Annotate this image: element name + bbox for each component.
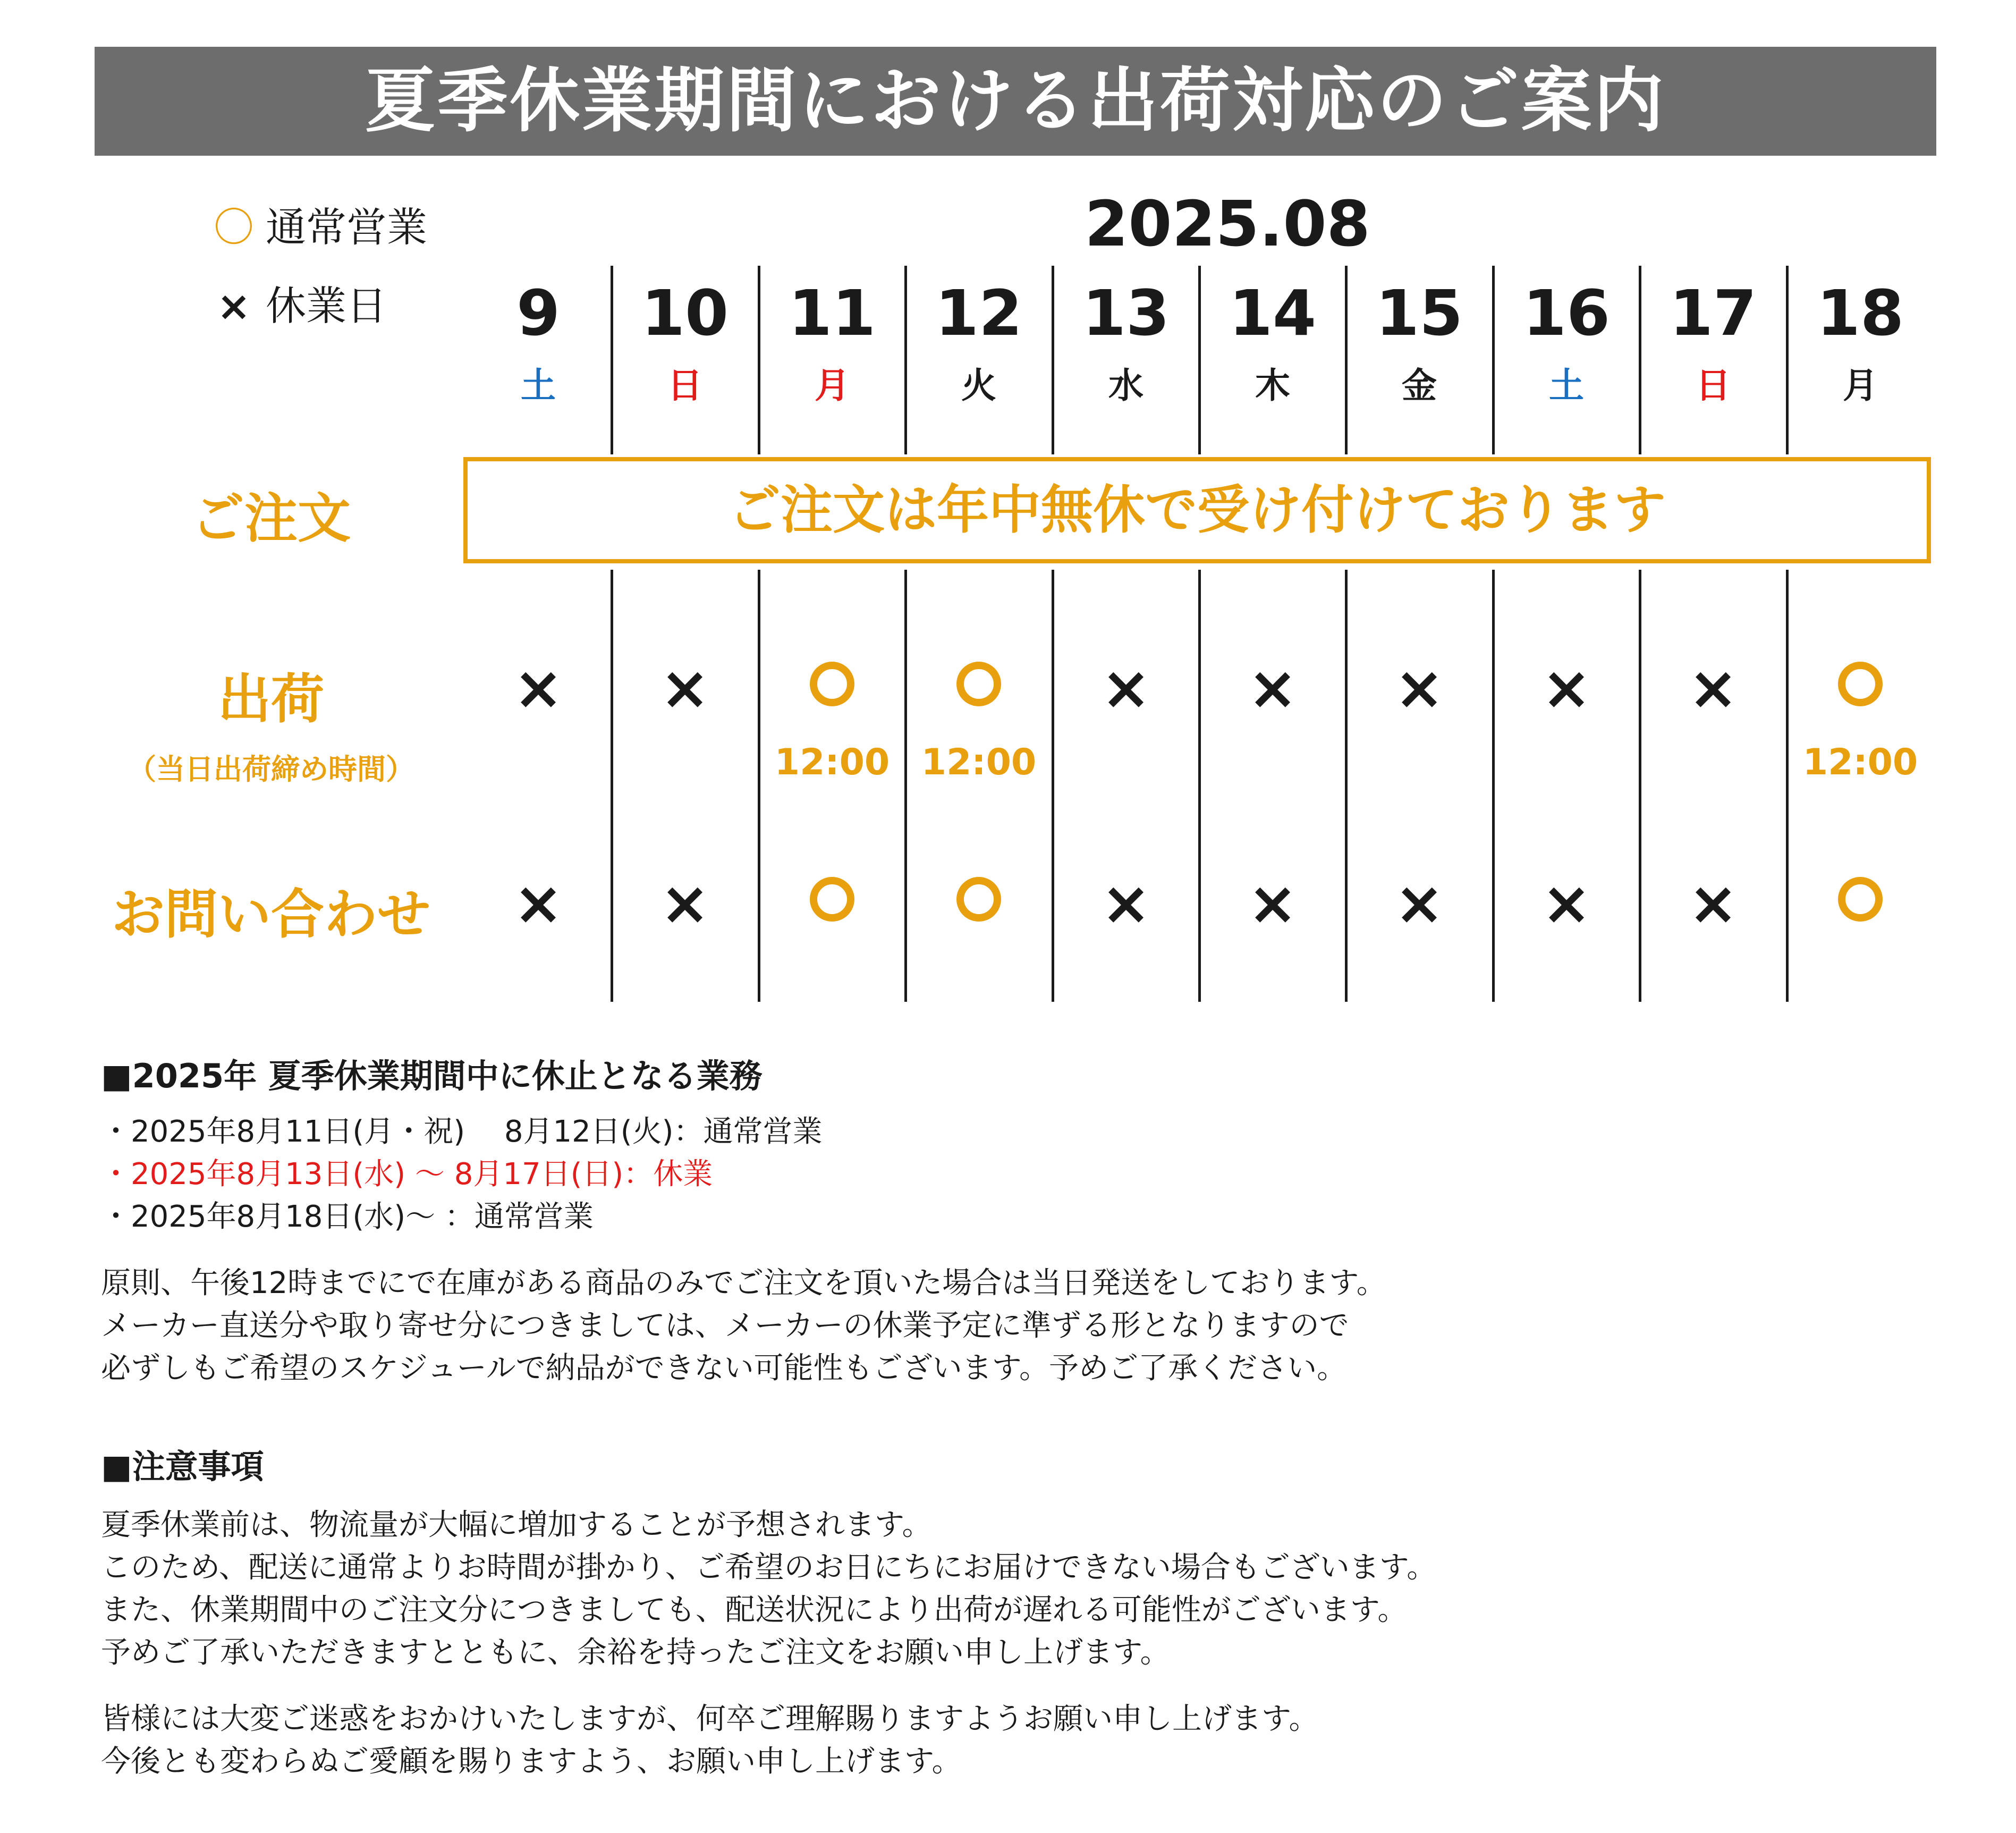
column-divider (1345, 570, 1348, 1002)
page-title: 夏季休業期間における出荷対応のご案内 (365, 60, 1666, 142)
ship-cutoff-time: 12:00 (921, 741, 1037, 783)
section2-para1: 夏季休業前は、物流量が大幅に増加することが予想されます。 (101, 1508, 932, 1542)
column-divider (611, 570, 613, 1002)
section2-heading: ■注意事項 (101, 1447, 264, 1486)
inquiry-closed-cross-icon: × (1101, 869, 1151, 938)
day-of-week: 火 (961, 365, 996, 406)
section1-line3: ・2025年8月18日(水)〜 ：通常営業 (101, 1200, 594, 1234)
day-number: 15 (1375, 276, 1463, 350)
day-of-week: 月 (1843, 365, 1878, 406)
month-label: 2025.08 (1085, 187, 1370, 260)
ship-closed-cross-icon: × (1394, 654, 1444, 723)
inquiry-row-label: お問い合わせ (112, 883, 430, 945)
legend-open (202, 201, 427, 254)
section2-para4: 予めご了承いただきますとともに、余裕を持ったご注文をお願い申し上げます。 (101, 1635, 1170, 1670)
column-divider (1639, 570, 1641, 1002)
legend-closed (202, 280, 387, 333)
day-number: 13 (1082, 276, 1170, 350)
day-number: 17 (1669, 276, 1757, 350)
ship-cutoff-time: 12:00 (774, 741, 890, 783)
day-of-week: 土 (521, 365, 556, 406)
day-of-week: 水 (1108, 365, 1143, 406)
ship-row-label: 出荷 (218, 668, 324, 730)
column-divider (1492, 570, 1495, 1002)
legend-closed-label: 休業日 (266, 282, 387, 330)
section2-para3: また、休業期間中のご注文分につきましても、配送状況により出荷が遅れる可能性がございます。 (101, 1593, 1408, 1627)
column-divider (758, 570, 760, 1002)
day-of-week: 木 (1255, 365, 1290, 406)
order-text: ご注文は年中無休で受け付けております (728, 480, 1666, 540)
day-number: 10 (641, 276, 729, 350)
ship-closed-cross-icon: × (1101, 654, 1151, 723)
ship-open-circle-icon (1838, 662, 1883, 706)
ship-closed-cross-icon: × (660, 654, 710, 723)
ship-cutoff-time: 12:00 (1802, 741, 1918, 783)
day-number: 11 (788, 276, 876, 350)
section1-para3: 必ずしもご希望のスケジュールで納品ができない可能性もございます。予めご了承ください。 (101, 1351, 1347, 1386)
ship-closed-cross-icon: × (1688, 654, 1738, 723)
inquiry-open-circle-icon (956, 877, 1001, 922)
inquiry-closed-cross-icon: × (1248, 869, 1298, 938)
day-of-week: 月 (815, 365, 850, 406)
inquiry-closed-cross-icon: × (1394, 869, 1444, 938)
ship-open-circle-icon (810, 662, 854, 706)
section1-para2: メーカー直送分や取り寄せ分につきましては、メーカーの休業予定に準ずる形となりますので (101, 1308, 1349, 1343)
day-of-week: 土 (1549, 365, 1584, 406)
ship-closed-cross-icon: × (1248, 654, 1298, 723)
section1-line2: ・2025年8月13日(水) 〜 8月17日(日)：休業 (101, 1157, 713, 1192)
ship-closed-cross-icon: × (513, 654, 563, 723)
ship-open-circle-icon (956, 662, 1001, 706)
column-divider (1052, 570, 1054, 1002)
section1-para1: 原則、午後12時までにで在庫がある商品のみでご注文を頂いた場合は当日発送をしております。 (101, 1266, 1386, 1300)
day-number: 14 (1229, 276, 1317, 350)
column-divider (1198, 570, 1201, 1002)
ship-row-sublabel: （当日出荷締め時間） (128, 753, 414, 786)
inquiry-open-circle-icon (810, 877, 854, 922)
section1-line1: ・2025年8月11日(月・祝) 8月12日(火)：通常営業 (101, 1114, 823, 1149)
inquiry-closed-cross-icon: × (1688, 869, 1738, 938)
section2-para6: 今後とも変わらぬご愛顧を賜りますよう、お願い申し上げます。 (101, 1744, 962, 1779)
section1-heading: ■2025年 夏季休業期間中に休止となる業務 (101, 1057, 763, 1095)
order-row-label: ご注文 (191, 487, 351, 550)
inquiry-open-circle-icon (1838, 877, 1883, 922)
day-of-week: 日 (667, 365, 702, 406)
inquiry-closed-cross-icon: × (1541, 869, 1591, 938)
column-divider (1786, 570, 1789, 1002)
day-of-week: 金 (1402, 365, 1437, 406)
day-number: 16 (1522, 276, 1611, 350)
section2-para2: このため、配送に通常よりお時間が掛かり、ご希望のお日にちにお届けできない場合もございます。 (101, 1550, 1437, 1585)
cross-icon: × (217, 282, 251, 330)
day-number: 9 (516, 276, 561, 350)
legend-open-label: 通常営業 (266, 204, 427, 251)
inquiry-closed-cross-icon: × (660, 869, 710, 938)
day-number: 18 (1816, 276, 1904, 350)
day-of-week: 日 (1696, 365, 1731, 406)
section2-para5: 皆様には大変ご迷惑をおかけいたしますが、何卒ご理解賜りますようお願い申し上げます。 (101, 1702, 1319, 1736)
day-number: 12 (935, 276, 1023, 350)
inquiry-closed-cross-icon: × (513, 869, 563, 938)
circle-icon: 〇 (214, 204, 254, 251)
ship-closed-cross-icon: × (1541, 654, 1591, 723)
column-divider (904, 570, 907, 1002)
